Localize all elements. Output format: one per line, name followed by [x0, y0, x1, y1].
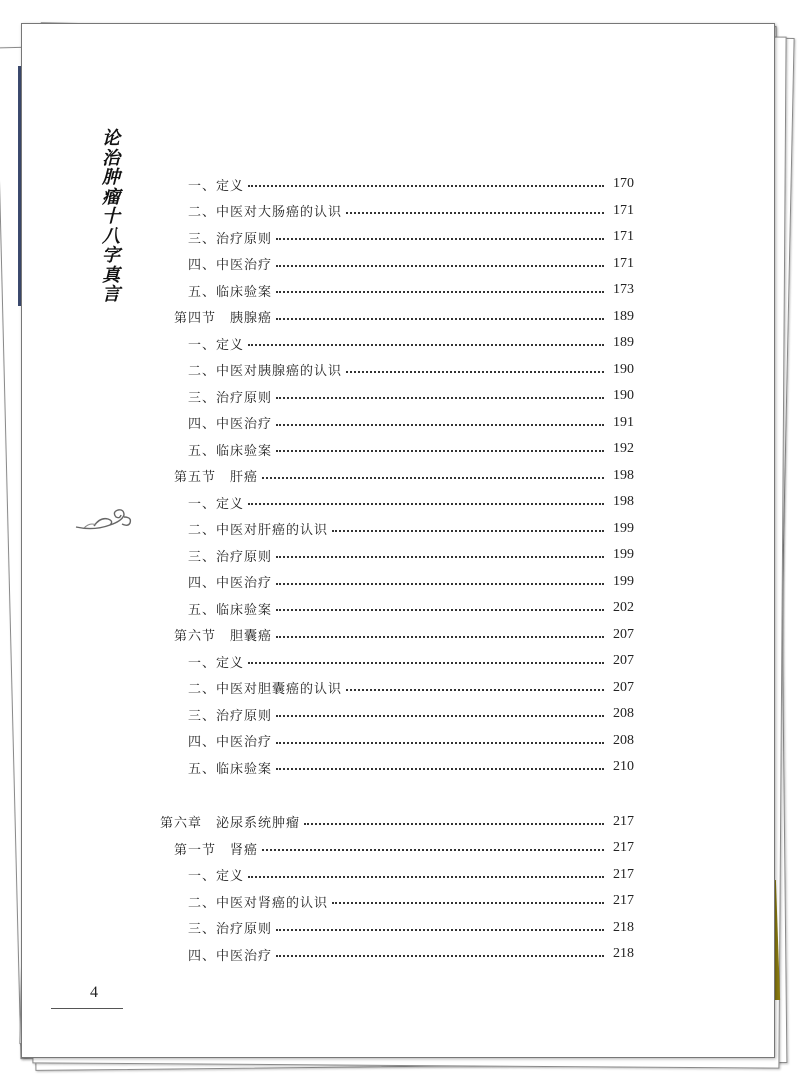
leader-dots	[346, 212, 604, 214]
toc-entry-page: 202	[613, 600, 634, 615]
leader-dots	[304, 823, 604, 825]
toc-entry[interactable]	[174, 464, 634, 488]
toc-entry-title: 三、治疗原则	[188, 549, 273, 565]
toc-entry-title: 一、定义	[188, 869, 245, 884]
toc-entry-title: 一、定义	[188, 178, 245, 194]
leader-dots	[276, 609, 604, 611]
toc-entry[interactable]	[188, 649, 634, 673]
toc-entry[interactable]	[188, 755, 634, 779]
toc-entry-page: 208	[613, 706, 634, 721]
toc-entry-page: 198	[613, 494, 634, 509]
title-character: 十	[102, 206, 120, 227]
toc-entry[interactable]	[188, 331, 634, 355]
vertical-book-title	[100, 129, 122, 305]
toc-entry[interactable]	[188, 676, 634, 700]
toc-entry[interactable]	[188, 702, 634, 726]
toc-entry-title: 四、中医治疗	[188, 948, 273, 964]
toc-entry-title: 第五节 肝癌	[174, 470, 259, 485]
leader-dots	[276, 636, 604, 638]
toc-entry-page: 170	[613, 176, 634, 191]
toc-entry[interactable]	[160, 810, 634, 834]
toc-entry-page: 217	[613, 893, 634, 908]
toc-entry[interactable]	[188, 517, 634, 541]
toc-entry-title: 四、中医治疗	[188, 576, 273, 591]
toc-entry[interactable]	[174, 836, 634, 860]
toc-entry[interactable]	[188, 411, 634, 435]
leader-dots	[248, 344, 604, 346]
leader-dots	[276, 742, 604, 744]
toc-entry[interactable]	[188, 252, 634, 276]
leader-dots	[276, 265, 604, 267]
toc-entry-page: 190	[613, 388, 634, 403]
toc-entry-page: 210	[613, 759, 634, 774]
title-character: 论	[102, 128, 120, 149]
toc-entry-page: 171	[613, 202, 634, 218]
toc-entry[interactable]	[188, 889, 634, 913]
toc-entry-title: 三、治疗原则	[188, 231, 273, 247]
toc-entry[interactable]	[188, 384, 634, 408]
toc-entry-title: 五、临床验案	[188, 284, 273, 300]
toc-entry-page: 173	[613, 282, 634, 297]
toc-entry-page: 199	[613, 573, 634, 589]
toc-entry-title: 一、定义	[188, 337, 245, 353]
toc-entry-page: 189	[613, 308, 634, 324]
leader-dots	[276, 424, 604, 426]
leader-dots	[248, 662, 604, 664]
leader-dots	[346, 371, 604, 373]
toc-entry[interactable]	[174, 623, 634, 647]
leader-dots	[276, 397, 604, 399]
leader-dots	[276, 238, 604, 240]
toc-entry-title: 四、中医治疗	[188, 735, 273, 750]
toc-entry[interactable]	[188, 199, 634, 223]
leader-dots	[276, 450, 604, 452]
toc-entry-title: 二、中医对胆囊癌的认识	[188, 682, 343, 697]
title-character: 字	[102, 245, 120, 266]
toc-entry-title: 二、中医对胰腺癌的认识	[188, 364, 343, 379]
toc-entry[interactable]	[188, 570, 634, 594]
toc-entry-page: 207	[613, 679, 634, 695]
toc-entry[interactable]	[188, 225, 634, 249]
toc-entry-title: 第一节 肾癌	[174, 842, 259, 858]
leader-dots	[276, 318, 604, 320]
toc-entry[interactable]	[188, 278, 634, 302]
leader-dots	[276, 583, 604, 585]
leader-dots	[276, 291, 604, 293]
leader-dots	[276, 768, 604, 770]
toc-entry[interactable]	[188, 942, 634, 966]
toc-entry-title: 第四节 胰腺癌	[174, 311, 273, 326]
toc-entry-title: 五、临床验案	[188, 602, 273, 618]
toc-entry-page: 190	[613, 361, 634, 377]
toc-entry[interactable]	[174, 305, 634, 329]
toc-entry-title: 一、定义	[188, 496, 245, 512]
toc-entry-title: 二、中医对肝癌的认识	[188, 523, 329, 538]
toc-entry-page: 208	[613, 732, 634, 748]
toc-entry[interactable]	[188, 358, 634, 382]
toc-entry-page: 171	[613, 255, 634, 271]
folio-rule	[51, 1008, 123, 1009]
toc-entry-page: 207	[613, 653, 634, 668]
toc-entry-page: 218	[613, 946, 634, 961]
cloud-ornament-icon	[74, 507, 134, 533]
book-page	[21, 23, 775, 1058]
toc-entry-page: 199	[613, 520, 634, 536]
toc-entry[interactable]	[188, 172, 634, 196]
toc-entry-page: 198	[613, 467, 634, 483]
leader-dots	[248, 185, 604, 187]
toc-entry-title: 五、临床验案	[188, 761, 273, 777]
leader-dots	[332, 902, 604, 904]
title-character: 真	[102, 264, 120, 286]
title-character: 八	[102, 225, 120, 247]
page-number: 4	[90, 984, 98, 1001]
title-character: 言	[102, 284, 120, 305]
toc-entry-page: 218	[613, 919, 634, 935]
toc-entry-page: 207	[613, 626, 634, 642]
toc-entry-title: 四、中医治疗	[188, 417, 273, 432]
toc-entry-title: 三、治疗原则	[188, 708, 273, 724]
toc-entry-page: 217	[613, 813, 634, 829]
toc-entry-title: 二、中医对大肠癌的认识	[188, 205, 343, 220]
toc-entry-title: 第六章 泌尿系统肿瘤	[160, 816, 301, 831]
leader-dots	[332, 530, 604, 532]
toc-entry-page: 199	[613, 547, 634, 562]
toc-entry[interactable]	[188, 543, 634, 567]
leader-dots	[346, 689, 604, 691]
leader-dots	[262, 849, 604, 851]
toc-entry[interactable]	[188, 729, 634, 753]
toc-entry-title: 三、治疗原则	[188, 922, 273, 937]
toc-entry-title: 一、定义	[188, 655, 245, 671]
leader-dots	[248, 876, 604, 878]
leader-dots	[262, 477, 604, 479]
toc-entry-title: 五、临床验案	[188, 443, 273, 459]
toc-entry-title: 第六节 胆囊癌	[174, 629, 273, 644]
toc-entry-title: 三、治疗原则	[188, 390, 273, 406]
title-character: 治	[102, 147, 120, 169]
toc-entry[interactable]	[188, 916, 634, 940]
toc-entry-title: 四、中医治疗	[188, 258, 273, 273]
toc-entry-page: 191	[613, 414, 634, 430]
title-character: 瘤	[102, 186, 120, 208]
toc-entry[interactable]	[188, 863, 634, 887]
leader-dots	[276, 556, 604, 558]
toc-entry-page: 192	[613, 441, 634, 456]
leader-dots	[248, 503, 604, 505]
toc-entry[interactable]	[188, 596, 634, 620]
toc-entry-page: 189	[613, 335, 634, 350]
leader-dots	[276, 715, 604, 717]
toc-entry[interactable]	[188, 490, 634, 514]
toc-entry[interactable]	[188, 437, 634, 461]
toc-entry-page: 171	[613, 229, 634, 244]
leader-dots	[276, 929, 604, 931]
toc-entry-page: 217	[613, 866, 634, 882]
leader-dots	[276, 955, 604, 957]
title-character: 肿	[102, 167, 120, 188]
toc-entry-page: 217	[613, 840, 634, 855]
toc-entry-title: 二、中医对肾癌的认识	[188, 895, 329, 911]
